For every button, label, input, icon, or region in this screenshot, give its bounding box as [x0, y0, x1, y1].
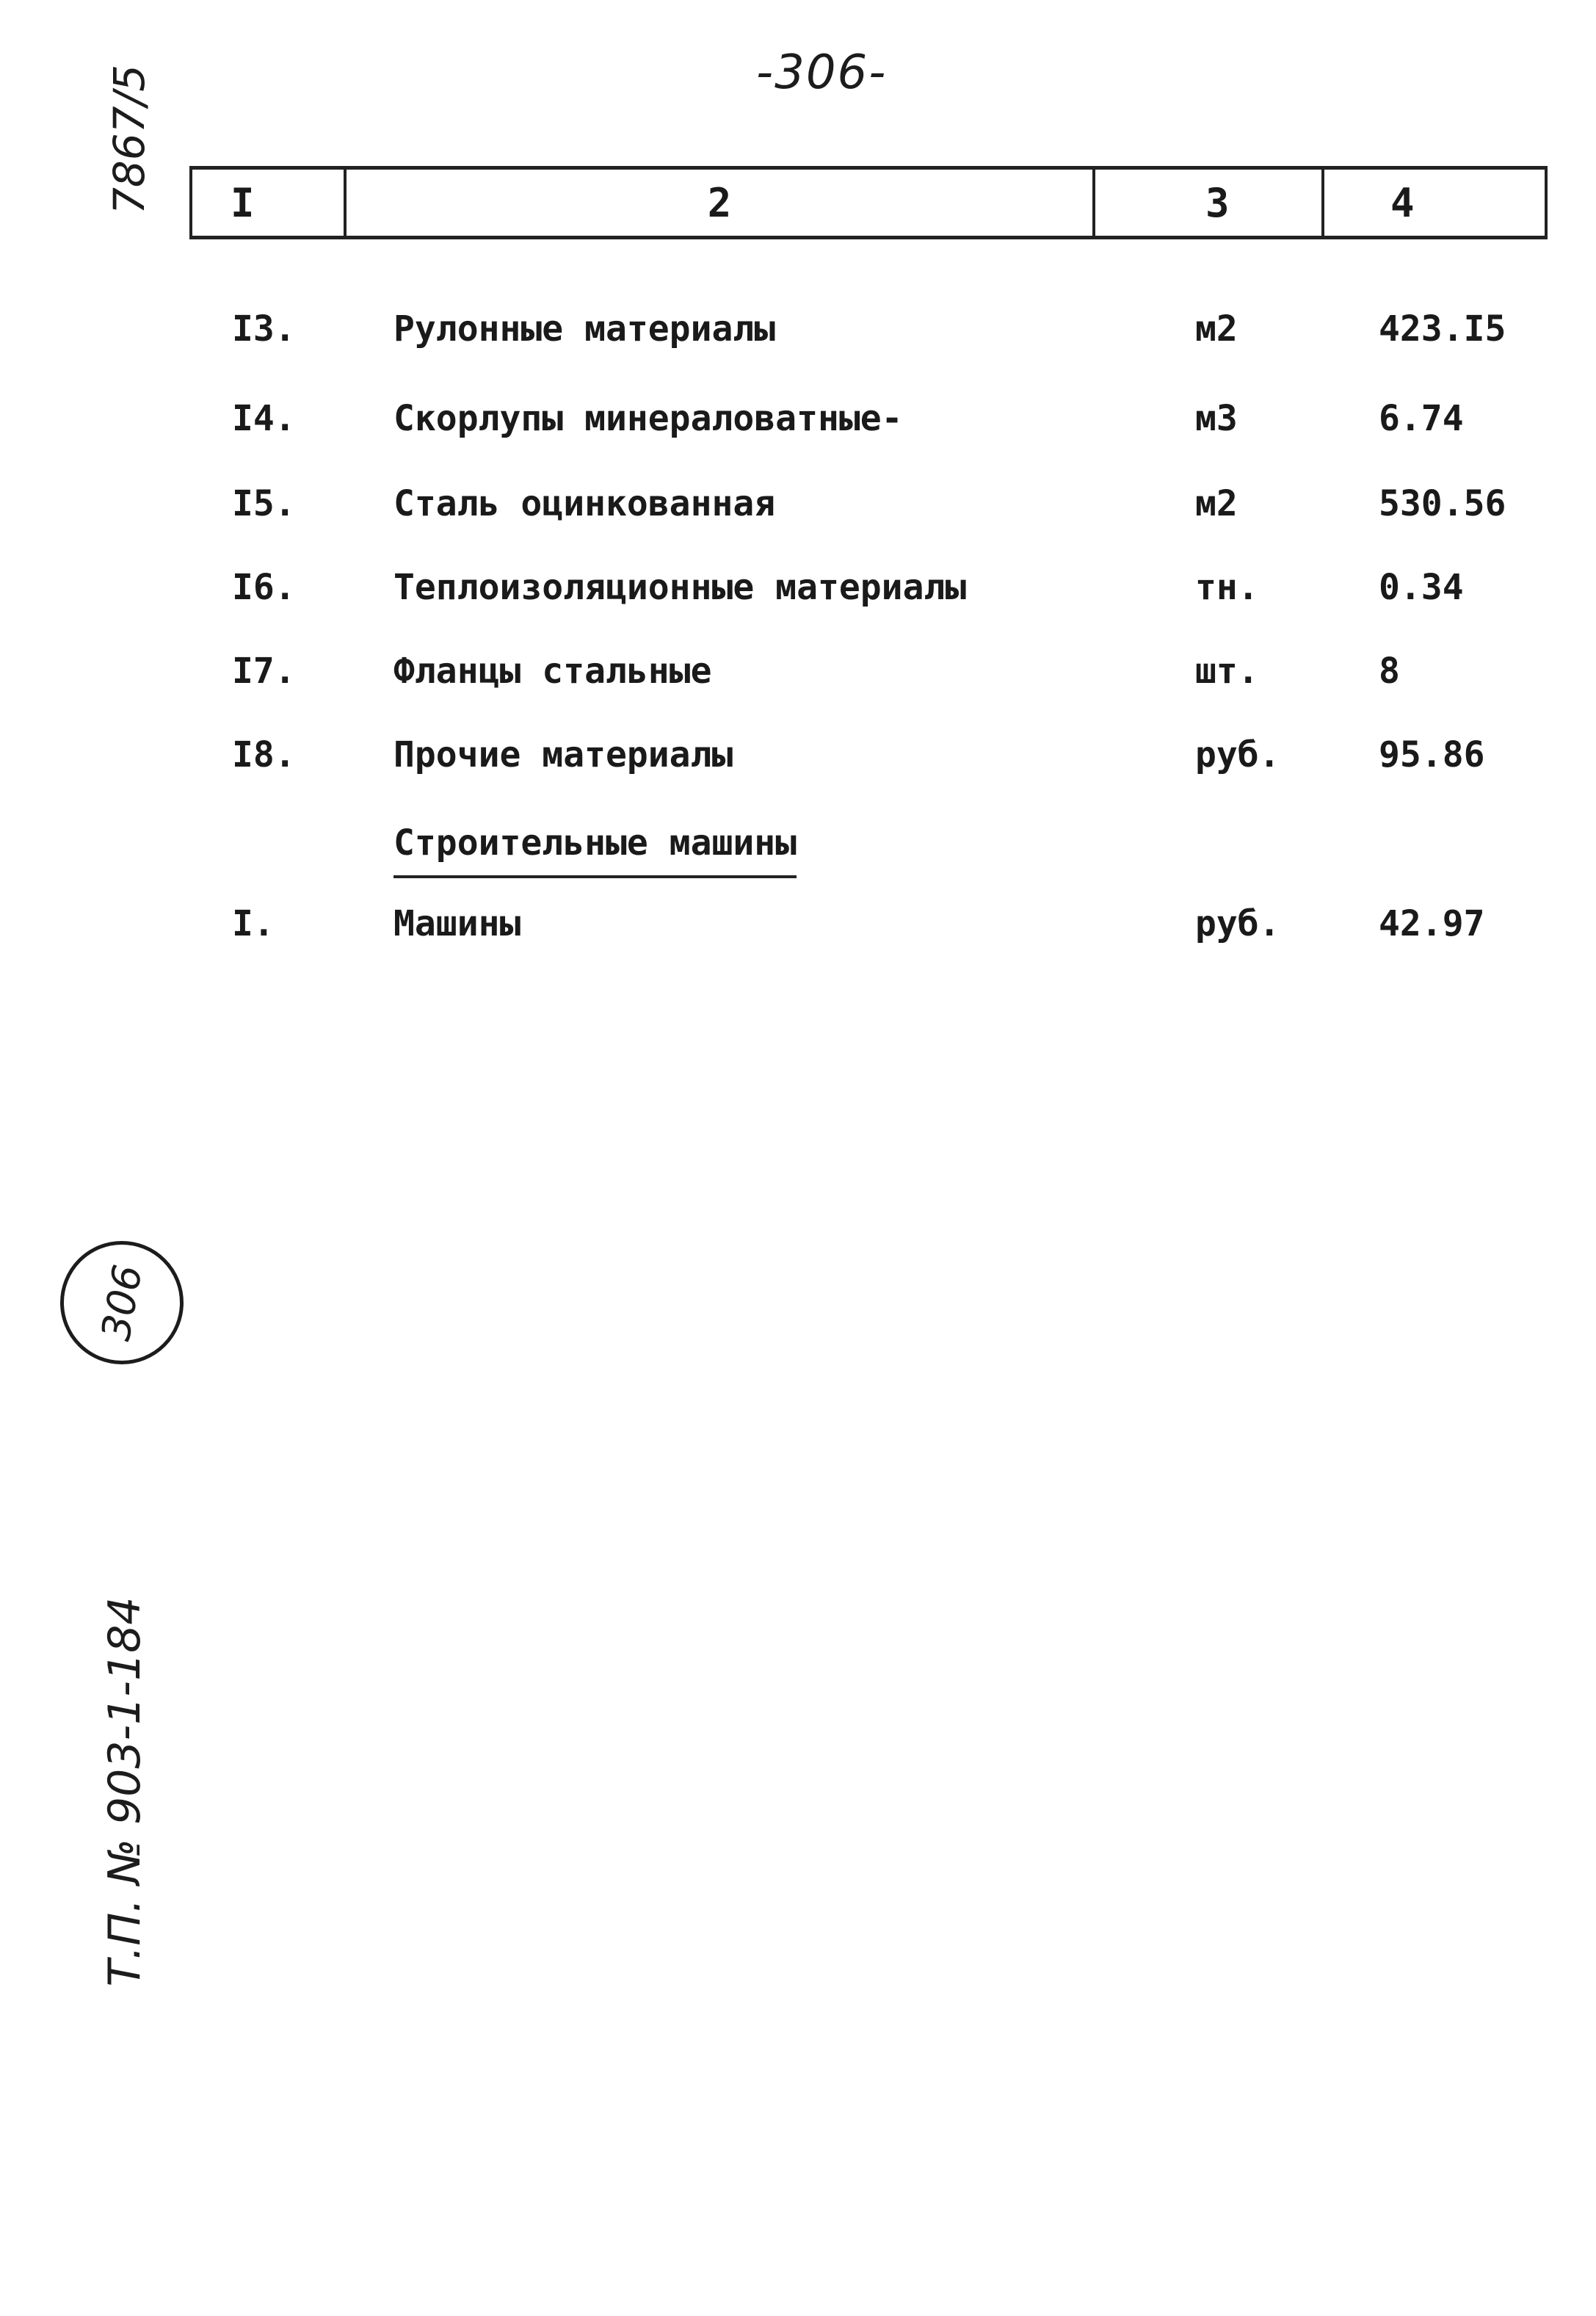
quantity: 6.74 [1379, 398, 1464, 439]
unit: м2 [1195, 308, 1238, 350]
header-col-3: 3 [1092, 170, 1321, 236]
header-col-1: I [231, 179, 255, 226]
row-number: I8. [232, 734, 296, 775]
page-number: -306- [756, 46, 888, 100]
material-name: Рулонные материалы [393, 308, 776, 350]
material-name: Фланцы стальные [393, 651, 712, 692]
quantity: 8 [1379, 651, 1400, 692]
material-name: Машины [393, 903, 521, 944]
table-header [189, 166, 1548, 239]
material-name: Скорлупы минераловатные- [393, 398, 903, 439]
material-name: Теплоизоляционные материалы [393, 567, 967, 608]
section-heading: Строительные машины [393, 814, 797, 878]
unit: тн. [1195, 567, 1259, 608]
material-name: Сталь оцинкованная [393, 483, 776, 524]
quantity: 95.86 [1379, 734, 1485, 775]
quantity: 0.34 [1379, 567, 1464, 608]
row-number: I5. [232, 483, 296, 524]
archive-number: 7867/5 [104, 64, 154, 215]
project-code: Т.П. № 903-1-184 [99, 1596, 150, 1987]
unit: шт. [1195, 651, 1259, 692]
unit: руб. [1195, 734, 1280, 775]
quantity: 42.97 [1379, 903, 1485, 944]
row-number: I6. [232, 567, 296, 608]
sheet-stamp-number: 306 [93, 1261, 151, 1345]
sheet-stamp [60, 1241, 184, 1364]
unit: м3 [1195, 398, 1238, 439]
quantity: 423.I5 [1379, 308, 1506, 350]
row-number: I3. [232, 308, 296, 350]
row-number: I7. [232, 651, 296, 692]
unit: руб. [1195, 903, 1280, 944]
material-name: Прочие материалы [393, 734, 733, 775]
quantity: 530.56 [1379, 483, 1506, 524]
header-col-2: 2 [344, 170, 1092, 236]
row-number: I. [232, 903, 275, 944]
header-col-4: 4 [1321, 170, 1550, 236]
row-number: I4. [232, 398, 296, 439]
unit: м2 [1195, 483, 1238, 524]
